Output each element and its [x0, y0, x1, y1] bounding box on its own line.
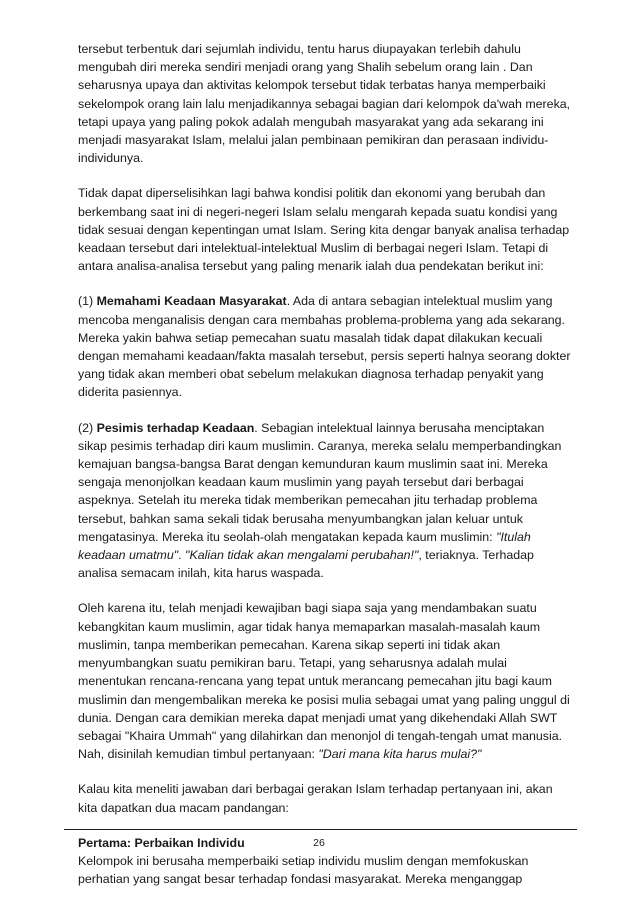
text-line: keadaan tersebut dari intelektual-intelektual Muslim di berbagai negeri Islam. Tetapi di — [78, 241, 549, 256]
text-span: Nah, disinilah kemudian timbul pertanyaan: — [78, 747, 319, 762]
text-span: mengatasinya. Mereka itu seolah-olah mengatakan kepada kaum muslimin: — [78, 529, 497, 544]
text-line: menjadi masyarakat Islam, melalui jalan pembinaan pemikiran dan perasaan individu- — [78, 133, 549, 148]
text-line: sikap pesimis terhadap diri kaum muslimin. Caranya, mereka selalu memperbandingkan — [78, 438, 562, 453]
paragraph-5 — [78, 599, 570, 763]
paragraph-1 — [78, 40, 571, 167]
quote-text: keadaan umatmu" — [78, 548, 179, 563]
point-text: . Ada di antara sebagian intelektual muslim yang — [286, 294, 553, 309]
text-line: kita dapatkan dua macam pandangan: — [78, 800, 289, 815]
text-line: yang tidak akan memberi obat sebelum melakukan diagnosa terhadap penyakit yang — [78, 367, 544, 382]
text-line: sengaja menonjolkan keadaan kaum muslimin yang payah tersebut dari berbagai — [78, 475, 524, 490]
text-line — [78, 546, 566, 564]
text-line: dunia. Dengan cara demikian mereka dapat menjadi umat yang dikehendaki Allah SWT — [78, 710, 558, 725]
text-line: Tidak dapat diperselisihkan lagi bahwa kondisi politik dan ekonomi yang berubah dan — [78, 186, 546, 201]
text-line: aspeknya. Setelah itu mereka tidak memberikan pemecahan jitu terhadap problema — [78, 493, 538, 508]
text-line: diderita pasiennya. — [78, 385, 183, 400]
text-line: tidak sesuai dengan kepentingan umat Islam. Sering kita dengar banyak analisa terhadap — [78, 222, 570, 237]
text-line: muslimin dan mengembalikan mereka ke posisi mulia sebagai umat yang paling unggul di — [78, 692, 570, 707]
footer-divider — [64, 829, 577, 830]
quote-text: "Dari mana kita harus mulai?" — [318, 747, 482, 762]
text-line: tersebut terbentuk dari sejumlah individu, tentu harus diupayakan terlebih dahulu — [78, 42, 521, 56]
text-line: tersebut, bahkan sama sekali tidak berusaha menyumbangkan jalan keluar untuk — [78, 511, 523, 526]
paragraph-point-2 — [78, 419, 566, 583]
text-line — [78, 528, 566, 546]
text-line: mencoba menganalisis dengan cara membahas problema-problema yang ada sekarang. — [78, 312, 565, 327]
text-line: seharusnya upaya dan aktivitas kelompok tersebut tidak terbatas hanya memperbaiki — [78, 78, 546, 93]
point-title: Pesimis terhadap Keadaan — [96, 420, 255, 435]
point-number: (1) — [78, 294, 97, 309]
paragraph-2 — [78, 184, 570, 275]
text-line: mengubah diri mereka sendiri menjadi orang yang Shalih sebelum orang lain . Dan — [78, 60, 533, 75]
quote-text: "Itulah — [496, 529, 531, 544]
text-line: Kalau kita meneliti jawaban dari berbagai gerakan Islam terhadap pertanyaan ini, akan — [78, 782, 553, 797]
text-line: menentukan rencana-rencana yang tepat untuk merancang pemecahan jitu bagi kaum — [78, 674, 552, 689]
point-number: (2) — [78, 420, 97, 435]
text-line: antara analisa-analisa tersebut yang paling menarik ialah dua pendekatan berikut ini: — [78, 259, 544, 274]
text-line: tetapi upaya yang paling pokok adalah mengubah masyarakat yang ada sekarang ini — [78, 114, 544, 129]
text-line — [78, 745, 566, 763]
point-title: Memahami Keadaan Masyarakat — [96, 294, 287, 309]
page-number: 26 — [313, 837, 325, 849]
text-line: menyumbangkan suatu pemikiran baru. Tetapi, yang seharusnya adalah mulai — [78, 656, 507, 671]
point-text: . Sebagian intelektual lainnya berusaha menciptakan — [254, 420, 545, 435]
text-line: berkembang saat ini di negeri-negeri Islam selalu mengarah kepada suatu kondisi yang — [78, 204, 558, 219]
paragraph-point-1 — [78, 292, 571, 401]
text-line: Mereka yakin bahwa setiap pemecahan suatu masalah tidak dapat dilakukan kecuali — [78, 330, 543, 345]
text-line: muslimin, tanpa memberikan pemecahan. Karena sikap seperti ini tidak akan — [78, 637, 501, 652]
paragraph-6 — [78, 780, 566, 816]
text-line: Oleh karena itu, telah menjadi kewajiban bagi siapa saja yang mendambakan suatu — [78, 601, 537, 616]
text-line: dengan memahami keadaan/fakta masalah tersebut, persis seperti halnya seorang dokter — [78, 349, 571, 364]
text-line: perhatian yang sangat besar terhadap fondasi masyarakat. Mereka menganggap — [78, 872, 523, 887]
text-line: individunya. — [78, 151, 144, 166]
text-line: sebagai "Khaira Ummah" yang dilahirkan dan menonjol di tengah-tengah umat manusia. — [78, 728, 563, 743]
text-line: Kelompok ini berusaha memperbaiki setiap individu muslim dengan memfokuskan — [78, 853, 529, 868]
text-span: , teriaknya. Terhadap — [418, 548, 534, 563]
quote-text: "Kalian tidak akan mengalami perubahan!" — [185, 548, 419, 563]
text-line: analisa semacam inilah, kita harus waspada. — [78, 566, 324, 581]
text-line: kebangkitan kaum muslimin, agar tidak hanya memaparkan masalah-masalah kaum — [78, 619, 541, 634]
text-span: . — [178, 548, 186, 563]
page-body — [78, 40, 571, 888]
text-line: sekelompok orang lain lalu menjadikannya sebagai bagian dari kelompok da'wah mereka, — [78, 96, 571, 111]
section-heading: Pertama: Perbaikan Individu — [78, 835, 245, 850]
text-line — [78, 292, 566, 310]
text-line: kemajuan bangsa-bangsa Barat dengan kemunduran kaum muslimin saat ini. Mereka — [78, 457, 548, 472]
text-line — [78, 419, 566, 437]
